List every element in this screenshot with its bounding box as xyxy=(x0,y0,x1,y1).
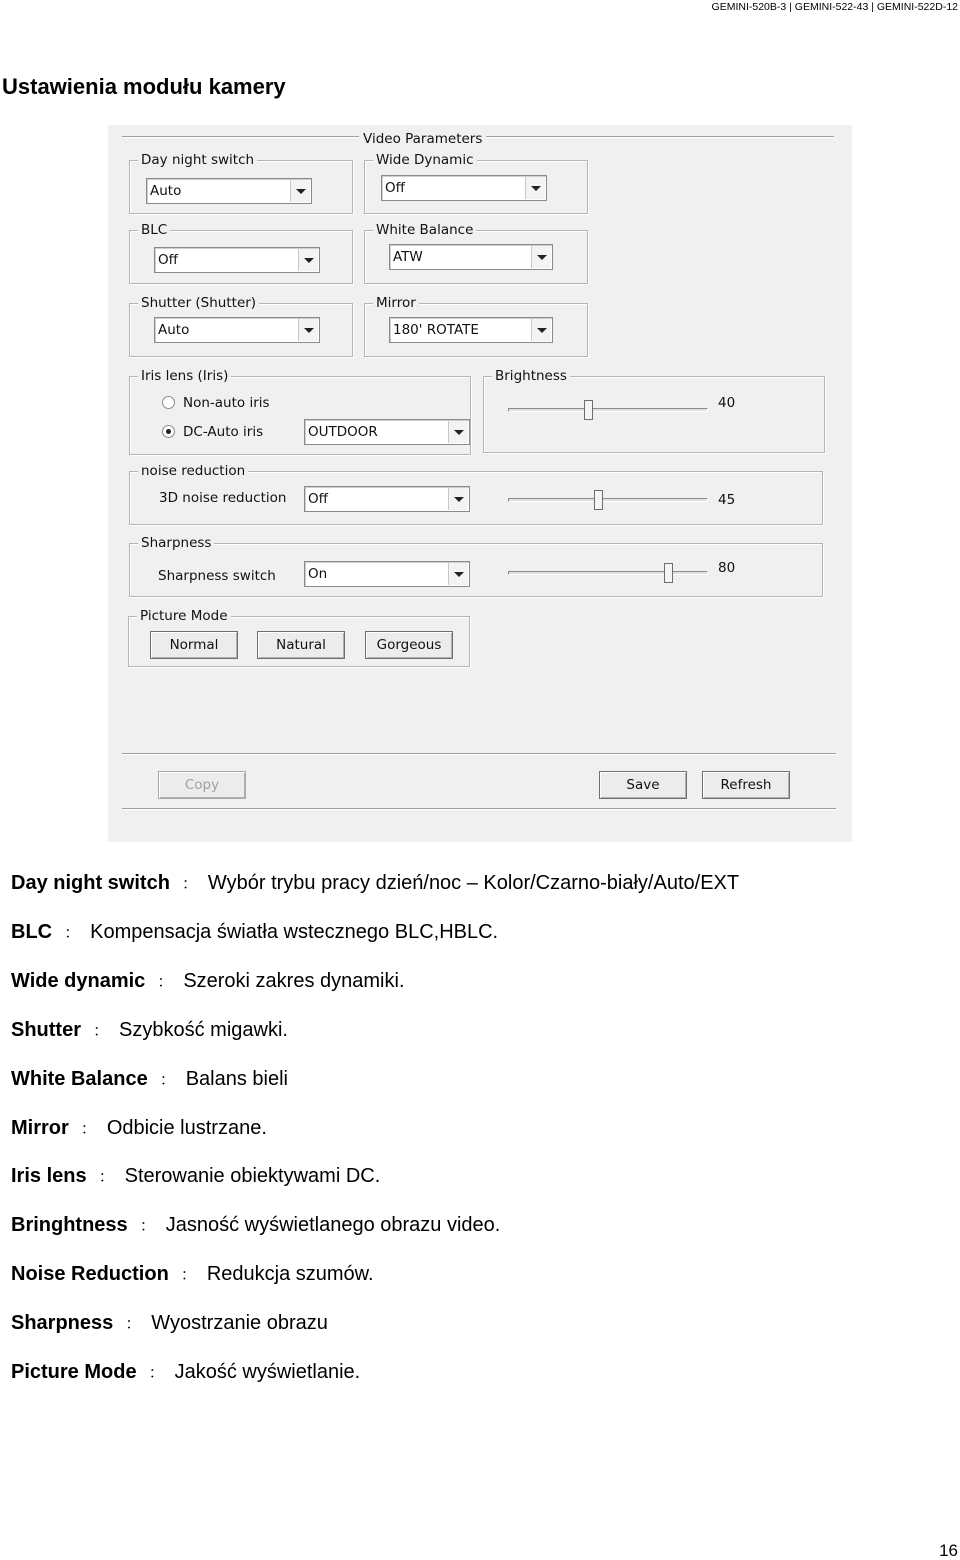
3d-noise-reduction-value: Off xyxy=(308,491,328,507)
page-number: 16 xyxy=(939,1541,958,1560)
wide-dynamic-label: Wide Dynamic xyxy=(373,151,477,169)
chevron-down-icon[interactable] xyxy=(531,319,551,341)
video-parameters-title: Video Parameters xyxy=(359,130,486,148)
description-row xyxy=(11,871,739,897)
description-text: Sterowanie obiektywami DC. xyxy=(124,1165,381,1188)
description-row xyxy=(11,1213,500,1239)
blc-select[interactable] xyxy=(154,247,320,273)
iris-mode-select[interactable] xyxy=(304,419,470,445)
blc-label: BLC xyxy=(138,221,170,239)
noise-slider-track[interactable] xyxy=(508,498,708,502)
description-term: Bringhtness xyxy=(11,1214,128,1237)
blc-value: Off xyxy=(158,252,178,268)
gorgeous-mode-button[interactable]: Gorgeous xyxy=(365,631,453,659)
radio-selected-dot xyxy=(166,429,171,434)
description-separator: ： xyxy=(125,1316,142,1334)
description-term: Noise Reduction xyxy=(11,1263,169,1286)
wide-dynamic-select[interactable] xyxy=(381,175,547,201)
shutter-select[interactable] xyxy=(154,317,320,343)
description-text: Jakość wyświetlanie. xyxy=(174,1361,361,1383)
wide-dynamic-value: Off xyxy=(385,180,405,196)
description-text: Wyostrzanie obrazu xyxy=(151,1312,328,1335)
bottom-separator-top xyxy=(122,753,836,755)
description-separator: ： xyxy=(64,924,81,942)
brightness-slider-thumb[interactable] xyxy=(584,400,593,420)
description-row xyxy=(11,1164,380,1190)
noise-slider-value: 45 xyxy=(718,492,736,508)
iris-lens-label: Iris lens (Iris) xyxy=(138,367,231,385)
header-model-list: GEMINI-520B-3 | GEMINI-522-43 | GEMINI-522D-12 xyxy=(711,1,958,13)
white-balance-label: White Balance xyxy=(373,221,476,239)
brightness-value: 40 xyxy=(718,395,736,411)
description-text: Balans bieli xyxy=(185,1067,289,1090)
description-row xyxy=(11,1067,288,1093)
sharpness-slider-track[interactable] xyxy=(508,571,708,575)
day-night-select[interactable] xyxy=(146,178,312,204)
dc-auto-iris-radio[interactable] xyxy=(162,425,175,438)
description-text: Redukcja szumów. xyxy=(206,1263,374,1286)
description-term: BLC xyxy=(11,920,53,943)
description-row xyxy=(11,1360,360,1386)
sharpness-switch-value: On xyxy=(308,566,328,582)
noise-reduction-label: noise reduction xyxy=(138,462,248,480)
normal-mode-button[interactable]: Normal xyxy=(150,631,238,659)
shutter-label: Shutter (Shutter) xyxy=(138,294,259,312)
description-separator: ： xyxy=(139,1218,156,1236)
sharpness-slider-value: 80 xyxy=(718,560,736,576)
description-separator: ： xyxy=(157,973,174,991)
non-auto-iris-radio[interactable] xyxy=(162,396,175,409)
description-text: Kompensacja światła wstecznego BLC,HBLC. xyxy=(90,920,499,943)
description-separator: ： xyxy=(181,876,198,893)
chevron-down-icon[interactable] xyxy=(448,421,468,443)
description-text: Szybkość migawki. xyxy=(119,1018,288,1041)
chevron-down-icon[interactable] xyxy=(298,319,318,341)
mirror-select[interactable] xyxy=(389,317,553,343)
white-balance-group xyxy=(364,222,588,284)
description-separator: ： xyxy=(148,1365,165,1382)
chevron-down-icon[interactable] xyxy=(290,180,310,202)
refresh-button[interactable]: Refresh xyxy=(702,771,790,799)
description-term: Picture Mode xyxy=(11,1361,137,1383)
description-text: Jasność wyświetlanego obrazu video. xyxy=(165,1214,501,1237)
dc-auto-iris-label: DC-Auto iris xyxy=(183,424,264,440)
3d-noise-reduction-label: 3D noise reduction xyxy=(159,490,287,506)
description-term: White Balance xyxy=(11,1067,148,1090)
mirror-label: Mirror xyxy=(373,294,419,312)
description-term: Day night switch xyxy=(11,872,170,894)
chevron-down-icon[interactable] xyxy=(298,249,318,271)
iris-lens-group xyxy=(129,368,471,455)
page-title: Ustawienia modułu kamery xyxy=(2,74,286,99)
noise-reduction-group xyxy=(129,463,823,525)
sharpness-switch-select[interactable] xyxy=(304,561,470,587)
description-separator: ： xyxy=(180,1267,197,1285)
day-night-value: Auto xyxy=(150,183,182,199)
description-row xyxy=(11,1018,288,1044)
description-text: Wybór trybu pracy dzień/noc – Kolor/Czarno-biały/Auto/EXT xyxy=(207,872,740,894)
white-balance-value: ATW xyxy=(393,249,423,265)
description-row xyxy=(11,1116,267,1142)
description-row xyxy=(11,1262,374,1288)
picture-mode-label: Picture Mode xyxy=(137,607,231,625)
sharpness-slider-thumb[interactable] xyxy=(664,563,673,583)
noise-slider-thumb[interactable] xyxy=(594,490,603,510)
description-row xyxy=(11,920,498,946)
shutter-group xyxy=(129,295,353,357)
description-row xyxy=(11,1311,328,1337)
picture-mode-group xyxy=(128,608,470,667)
copy-button[interactable]: Copy xyxy=(158,771,246,799)
description-term: Sharpness xyxy=(11,1312,114,1335)
blc-group xyxy=(129,222,353,284)
description-term: Mirror xyxy=(11,1116,69,1139)
chevron-down-icon[interactable] xyxy=(525,177,545,199)
description-row xyxy=(11,969,405,995)
chevron-down-icon[interactable] xyxy=(448,563,468,585)
description-term: Iris lens xyxy=(11,1165,87,1188)
description-separator: ： xyxy=(159,1071,176,1089)
non-auto-iris-label: Non-auto iris xyxy=(183,395,270,411)
sharpness-group xyxy=(129,535,823,597)
white-balance-select[interactable] xyxy=(389,244,553,270)
brightness-group xyxy=(483,368,825,453)
chevron-down-icon[interactable] xyxy=(448,488,468,510)
natural-mode-button[interactable]: Natural xyxy=(257,631,345,659)
mirror-group xyxy=(364,295,588,357)
description-separator: ： xyxy=(98,1169,115,1187)
mirror-value: 180' ROTATE xyxy=(393,322,479,338)
description-term: Wide dynamic xyxy=(11,969,146,992)
description-text: Odbicie lustrzane. xyxy=(106,1116,267,1139)
sharpness-switch-label: Sharpness switch xyxy=(158,568,276,584)
bottom-separator-bottom xyxy=(122,808,836,810)
day-night-group xyxy=(129,152,353,214)
brightness-slider-track[interactable] xyxy=(508,408,708,412)
description-separator: ： xyxy=(80,1120,97,1138)
wide-dynamic-group xyxy=(364,152,588,214)
chevron-down-icon[interactable] xyxy=(531,246,551,268)
sharpness-label: Sharpness xyxy=(138,534,214,552)
description-text: Szeroki zakres dynamiki. xyxy=(183,969,405,992)
3d-noise-reduction-select[interactable] xyxy=(304,486,470,512)
shutter-value: Auto xyxy=(158,322,190,338)
brightness-label: Brightness xyxy=(492,367,570,385)
video-parameters-panel xyxy=(108,125,852,842)
save-button[interactable]: Save xyxy=(599,771,687,799)
description-separator: ： xyxy=(93,1022,110,1040)
description-term: Shutter xyxy=(11,1018,81,1041)
day-night-label: Day night switch xyxy=(138,151,257,169)
iris-mode-value: OUTDOOR xyxy=(308,424,378,440)
